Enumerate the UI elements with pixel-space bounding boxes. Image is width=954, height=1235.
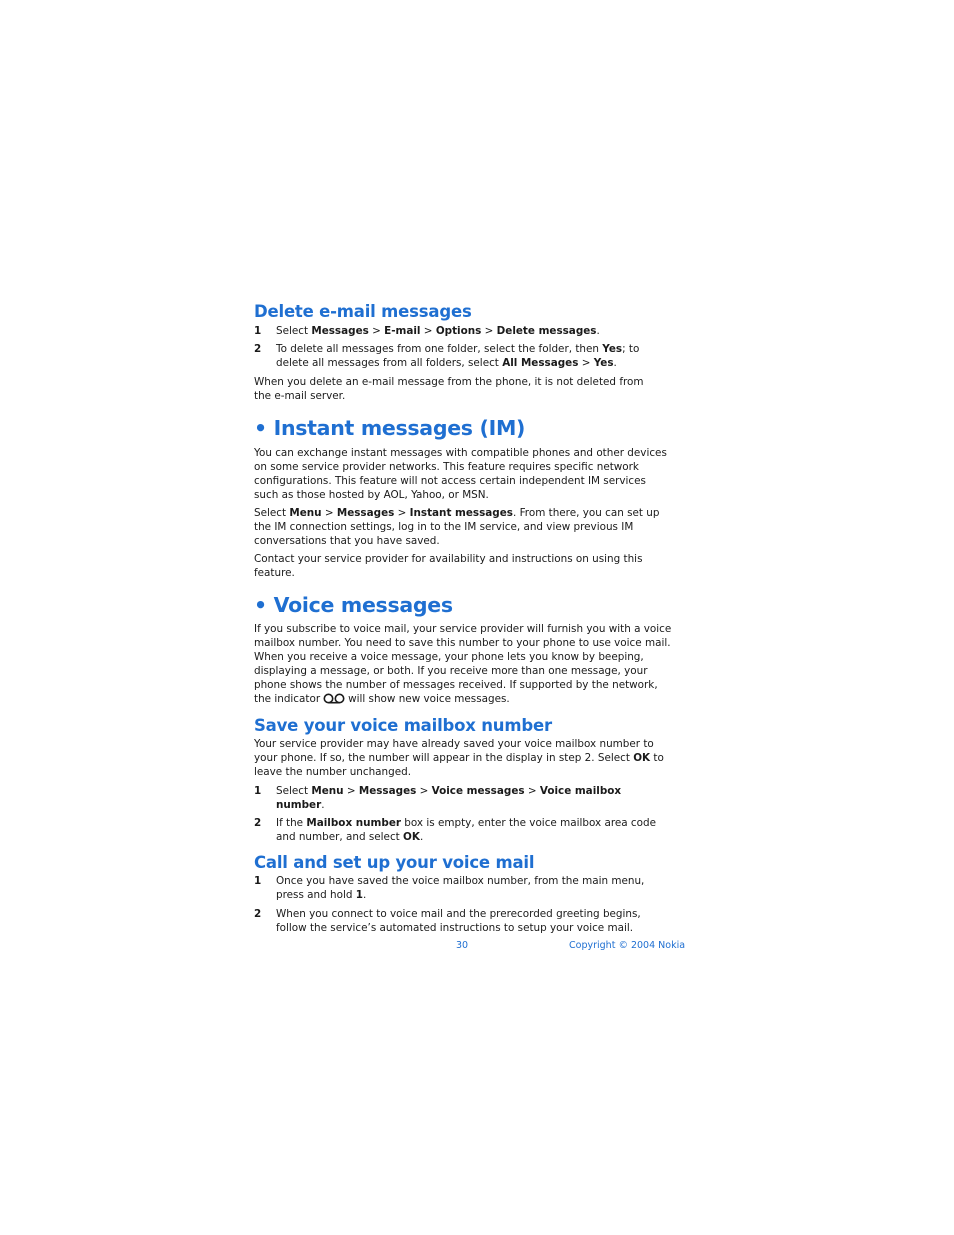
save-mailbox-step-1: 1 Select Menu > Messages > Voice messages > Voice mailbox number. [254, 785, 622, 811]
call-setup-step-1: 1 Once you have saved the voice mailbox number, from the main menu, press and hold 1. [254, 875, 645, 901]
call-setup-heading: Call and set up your voice mail [254, 853, 535, 872]
im-heading: • Instant messages (IM) [254, 416, 526, 440]
page-content [254, 302, 672, 935]
copyright: Copyright © 2004 Nokia [569, 940, 686, 951]
delete-email-step-1: 1 Select Messages > E-mail > Options > Delete messages. [254, 325, 600, 337]
voicemail-icon [323, 693, 345, 708]
im-paragraph-2: Select Menu > Messages > Instant messages. From there, you can set up the IM connection settings, log in to the IM service, and view previous IM conversations that you have saved. [254, 507, 660, 547]
save-mailbox-step-2: 2 If the Mailbox number box is empty, enter the voice mailbox area code and number, and select OK. [254, 817, 656, 843]
im-paragraph-1: You can exchange instant messages with compatible phones and other devices on some service provider networks. This feature requires specific network configurations. This feature will not access certain independent IM services such as those hosted by AOL, Yahoo, or MSN. [254, 447, 667, 501]
save-mailbox-paragraph: Your service provider may have already saved your voice mailbox number to your phone. If so, the number will appear in the display in step 2. Select OK to leave the number unchanged. [254, 738, 664, 778]
delete-email-step-2: 2 To delete all messages from one folder, select the folder, then Yes; to delete all messages from all folders, select All Messages > Yes. [254, 343, 640, 369]
im-paragraph-3: Contact your service provider for availability and instructions on using this feature. [254, 553, 643, 579]
voice-messages-paragraph: If you subscribe to voice mail, your service provider will furnish you with a voice mailbox number. You need to save this number to your phone to use voice mail. When you receive a voice message, your phone lets you know by beeping, displaying a message, or both. If you receive more than one message, your phone shows the number of messages received. If supported by the network, the indicator will show new voice messages. [254, 622, 672, 708]
delete-email-heading: Delete e-mail messages [254, 302, 472, 321]
page-number: 30 [456, 940, 469, 951]
delete-email-note: When you delete an e-mail message from the phone, it is not deleted from the e-mail server. [254, 376, 644, 402]
call-setup-step-2: 2 When you connect to voice mail and the prerecorded greeting begins, follow the service’s automated instructions to setup your voice mail. [254, 908, 641, 934]
save-mailbox-heading: Save your voice mailbox number [254, 716, 552, 735]
voice-messages-heading: • Voice messages [254, 593, 453, 617]
